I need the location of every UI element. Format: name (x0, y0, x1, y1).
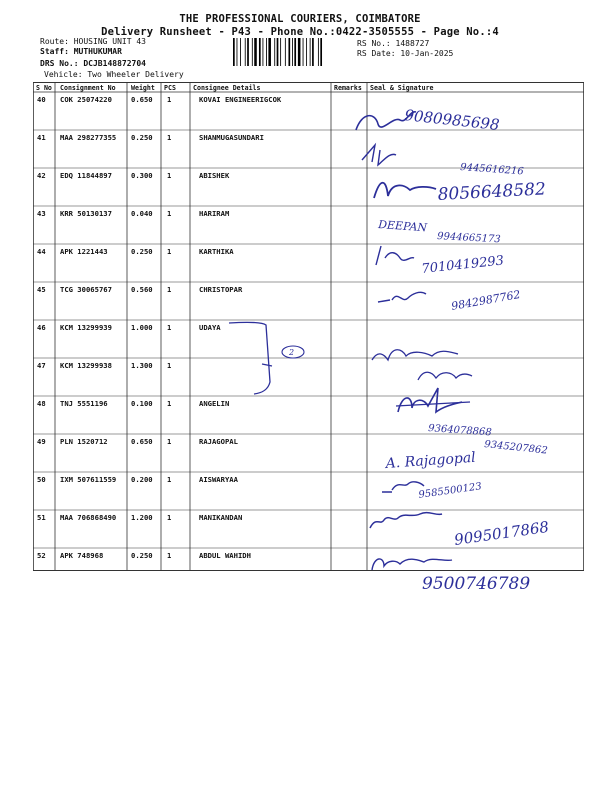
document-subtitle: Delivery Runsheet - P43 - Phone No.:0422-3505555 - Page No.:4 (101, 26, 499, 38)
consignee-cell: RAJAGOPAL (199, 437, 238, 446)
weight-cell: 0.200 (131, 475, 153, 484)
drs-label: DRS No.: (40, 59, 79, 68)
consignee-cell: AISWARYAA (199, 475, 238, 484)
signature-scribble-41 (362, 145, 396, 165)
pcs-cell: 1 (167, 95, 172, 104)
drs-value: DCJB148872704 (83, 59, 146, 68)
consignment-cell: EDQ 11844897 (60, 171, 112, 180)
sno-cell: 48 (37, 399, 46, 408)
pcs-cell: 1 (167, 513, 172, 522)
weight-cell: 1.000 (131, 323, 153, 332)
consignment-cell: KCM 13299938 (60, 361, 112, 370)
phone-49: 9345207862 (483, 439, 549, 457)
sno-cell: 44 (37, 247, 46, 256)
route-value: HOUSING UNIT 43 (73, 37, 146, 46)
phone-42: 8056648582 (437, 179, 547, 205)
pcs-cell: 1 (167, 323, 172, 332)
pcs-cell: 1 (167, 361, 172, 370)
consignment-cell: PLN 1520712 (60, 437, 108, 446)
weight-cell: 0.040 (131, 209, 153, 218)
weight-cell: 0.560 (131, 285, 153, 294)
phone-44: 7010419293 (420, 253, 505, 277)
consignment-cell: KCM 13299939 (60, 323, 112, 332)
phone-48: 9364078868 (427, 423, 493, 439)
signature-scribble-45 (378, 292, 426, 302)
consignee-cell: HARIRAM (199, 209, 230, 218)
column-header-remarks: Remarks (334, 84, 362, 92)
signature-49: A. Rajagopal (385, 449, 477, 472)
consignment-cell: MAA 706868490 (60, 513, 117, 522)
sno-cell: 41 (37, 133, 46, 142)
weight-cell: 0.650 (131, 437, 153, 446)
sno-cell: 45 (37, 285, 46, 294)
weight-cell: 1.200 (131, 513, 153, 522)
consignee-cell: MANIKANDAN (199, 513, 243, 522)
bracket-mark (229, 322, 270, 394)
name-43: DEEPAN (377, 218, 428, 235)
staff-label: Staff: (40, 47, 69, 56)
phone-50: 9585500123 (417, 481, 483, 501)
rs-no-label: RS No.: (357, 39, 391, 48)
consignee-cell: KOVAI ENGINEERIGCOK (199, 95, 282, 104)
phone-40: 9080985698 (403, 106, 501, 134)
sno-cell: 47 (37, 361, 46, 370)
consignee-cell: ABDUL WAHIDH (199, 551, 251, 560)
column-header-pcs: PCS (164, 84, 176, 92)
weight-cell: 0.650 (131, 95, 153, 104)
vehicle-label: Vehicle: (44, 70, 83, 79)
vehicle-value: Two Wheeler Delivery (87, 70, 184, 79)
weight-cell: 1.300 (131, 361, 153, 370)
bracket-tick (262, 364, 272, 366)
consignment-cell: TNJ 5551196 (60, 399, 108, 408)
sno-cell: 40 (37, 95, 46, 104)
weight-cell: 0.250 (131, 551, 153, 560)
column-header-weight: Weight (131, 84, 155, 92)
consignment-cell: KRR 50130137 (60, 209, 112, 218)
consignment-cell: IXM 507611559 (60, 475, 117, 484)
consignee-cell: KARTHIKA (199, 247, 234, 256)
consignee-cell: ABISHEK (199, 171, 230, 180)
phone-45: 9842987762 (450, 287, 522, 313)
column-header-sno: S No (36, 84, 52, 92)
pcs-cell: 1 (167, 475, 172, 484)
sno-cell: 52 (37, 551, 46, 560)
consignment-cell: MAA 298277355 (60, 133, 117, 142)
document-title: THE PROFESSIONAL COURIERS, COIMBATORE (179, 13, 421, 25)
pcs-cell: 1 (167, 285, 172, 294)
staff-value: MUTHUKUMAR (73, 47, 122, 56)
consignee-cell: SHANMUGASUNDARI (199, 133, 264, 142)
consignment-cell: APK 1221443 (60, 247, 108, 256)
sno-cell: 50 (37, 475, 46, 484)
column-header-signature: Seal & Signature (370, 84, 434, 92)
sno-cell: 51 (37, 513, 46, 522)
weight-cell: 0.250 (131, 133, 153, 142)
route-label: Route: (40, 37, 69, 46)
pcs-cell: 1 (167, 437, 172, 446)
phone-52: 9500746789 (422, 574, 531, 594)
pcs-cell: 1 (167, 399, 172, 408)
signature-scribble-51 (370, 513, 442, 528)
sno-cell: 49 (37, 437, 46, 446)
phone-41: 9445616216 (459, 162, 525, 178)
phone-51: 9095017868 (453, 517, 551, 549)
rs-date-label: RS Date: (357, 49, 396, 58)
pcs-cell: 1 (167, 551, 172, 560)
pcs-cell: 1 (167, 209, 172, 218)
pcs-cell: 1 (167, 171, 172, 180)
consignee-cell: CHRISTOPAR (199, 285, 243, 294)
strike-48 (396, 402, 470, 406)
consignment-cell: TCG 30065767 (60, 285, 112, 294)
weight-cell: 0.100 (131, 399, 153, 408)
signature-scribble-44 (376, 246, 414, 265)
sno-cell: 46 (37, 323, 46, 332)
bracket-note: 2 (289, 348, 295, 357)
pcs-cell: 1 (167, 247, 172, 256)
signature-scribble-48 (398, 388, 462, 412)
rs-date-value: 10-Jan-2025 (400, 49, 454, 58)
consignee-cell: UDAYA (199, 323, 221, 332)
phone-43: 9944665173 (436, 231, 501, 246)
consignment-cell: APK 748968 (60, 551, 104, 560)
signature-scribble-52 (372, 559, 452, 570)
weight-cell: 0.300 (131, 171, 153, 180)
rs-no-value: 1488727 (395, 39, 430, 48)
weight-cell: 0.250 (131, 247, 153, 256)
sno-cell: 42 (37, 171, 46, 180)
column-header-consignment: Consignment No (60, 84, 116, 92)
signature-scribble-47 (418, 372, 472, 380)
consignment-cell: COK 25074220 (60, 95, 112, 104)
sno-cell: 43 (37, 209, 46, 218)
signature-scribble-42 (374, 183, 436, 198)
column-header-consignee: Consignee Details (193, 84, 261, 92)
consignee-cell: ANGELIN (199, 399, 230, 408)
pcs-cell: 1 (167, 133, 172, 142)
signature-scribble-46 (372, 350, 458, 360)
